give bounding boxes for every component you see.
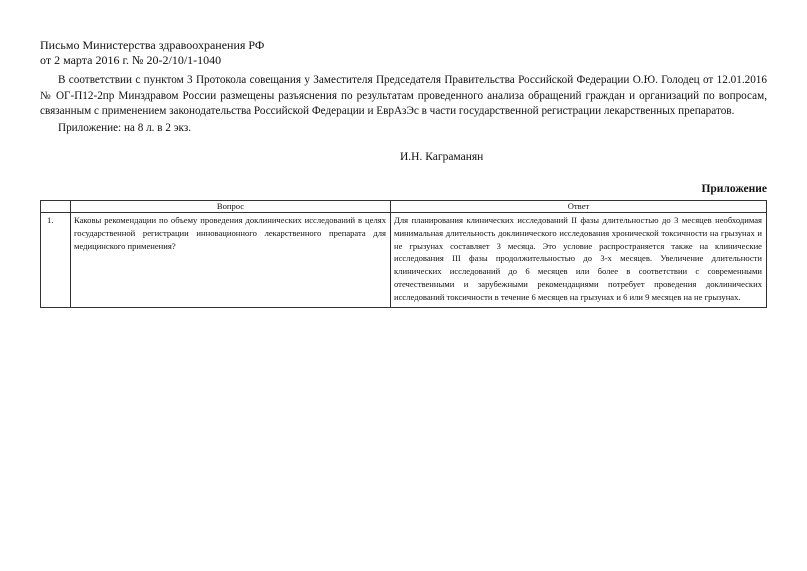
header-question: Вопрос — [71, 201, 391, 213]
table-header-row — [41, 201, 767, 213]
row-number: 1. — [41, 213, 71, 308]
qa-table — [40, 200, 767, 308]
header-number-cell — [41, 201, 71, 213]
row-answer: Для планирования клинических исследований II фазы длительностью до 3 месяцев необходимая минимальная длительность доклинического исследования хронической токсичности на грызунах и не грызунах составляет 3 месяца. Это условие распространяется также на клинические исследования III фазы продолжительностью до 3-х месяцев. Увеличение длительности клинических исследований до 6 месяцев или более в соответствии с современными отечественными и зарубежными рекомендациями потребует проведения доклинических исследований токсичности в течение 6 месяцев на грызунах и 6 или 9 месяцев на не грызунах. — [391, 213, 767, 308]
header-title: Письмо Министерства здравоохранения РФ — [40, 38, 265, 52]
attachment-note: Приложение: на 8 л. в 2 экз. — [58, 122, 192, 134]
header-answer: Ответ — [391, 201, 767, 213]
table-row — [41, 213, 767, 308]
row-question: Каковы рекомендации по объему проведения доклинических исследований в целях государственной регистрации инновационного лекарственного препарата для медицинского применения? — [71, 213, 391, 308]
header-date-number: от 2 марта 2016 г. № 20-2/10/1-1040 — [40, 53, 222, 67]
signature: И.Н. Каграманян — [400, 151, 484, 163]
body-paragraph: В соответствии с пунктом 3 Протокола совещания у Заместителя Председателя Правительства Российской Федерации О.Ю. Голодец от 12.01.2016 № ОГ-П12-2пр Минздравом России размещены разъяснения по результатам проведенного анализа обращений граждан и организаций по вопросам, связанным с применением законодательства Российской Федерации и ЕврАзЭс в части государственной регистрации лекарственных препаратов. — [40, 74, 767, 117]
document-header — [40, 38, 264, 68]
appendix-title: Приложение — [701, 183, 767, 195]
